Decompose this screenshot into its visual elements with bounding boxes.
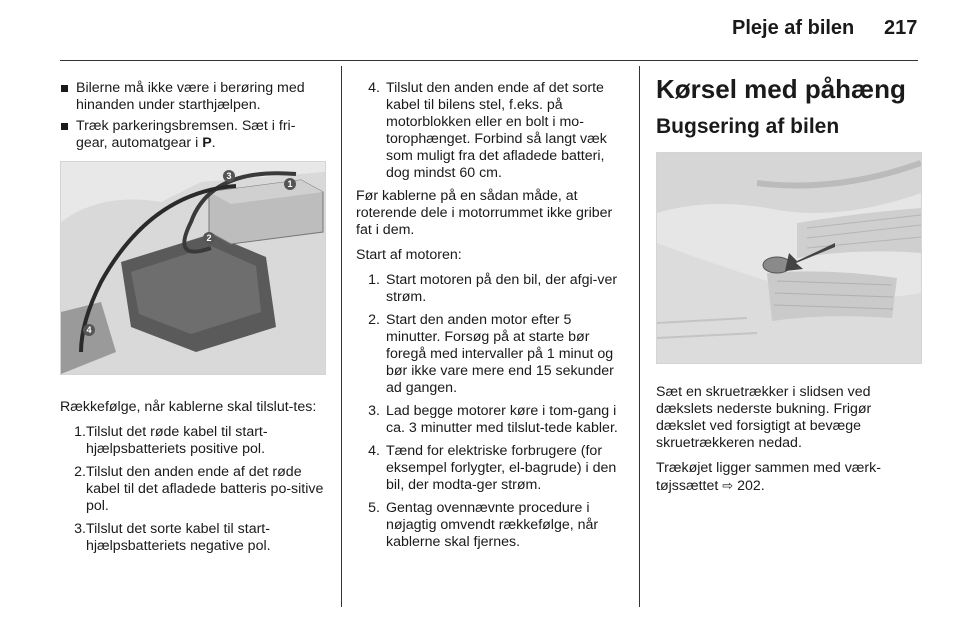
sequence-intro: Rækkefølge, når kablerne skal tilslut-tes: bbox=[60, 399, 317, 415]
tow-eye-cover-figure bbox=[656, 152, 922, 364]
paragraph: Trækøjet ligger sammen med værk-tøjssættet ⇨ 202. bbox=[656, 460, 881, 494]
page-number: 217 bbox=[884, 17, 918, 39]
list-item: 4. Tilslut den anden ende af det sorte kabel til bilens stel, f.eks. på motorblokken eller en bolt i mo-torophænget. Forbind så langt væk som muligt fra det afladede batteri, dog mindst 60 cm. bbox=[368, 80, 607, 181]
list-item: 2. Tilslut den anden ende af det røde kabel til det afladede batteris po-sitive pol. bbox=[74, 464, 324, 514]
list-item: 1. Tilslut det røde kabel til start-hjælpsbatteriets positive pol. bbox=[74, 424, 268, 457]
paragraph: Før kablerne på en sådan måde, at roterende dele i motorrummet ikke griber fat i dem. bbox=[356, 188, 613, 238]
callout-3: 3 bbox=[226, 171, 232, 181]
bullet-item: Bilerne må ikke være i berøring med hinanden under starthjælpen. bbox=[60, 80, 326, 114]
callout-2: 2 bbox=[206, 233, 212, 243]
column-1 bbox=[60, 80, 326, 561]
column-divider-left bbox=[341, 66, 342, 607]
paragraph: Start af motoren: bbox=[356, 247, 462, 263]
column-3 bbox=[656, 74, 920, 503]
gear-letter: P bbox=[202, 135, 212, 151]
column-divider-right bbox=[639, 66, 640, 607]
list-item: 3. Tilslut det sorte kabel til start-hjælpsbatteriets negative pol. bbox=[74, 521, 271, 554]
paragraph: Sæt en skruetrækker i slidsen ved dækslets nederste bukning. Frigør dækslet ved forsigtigt at bevæge skruetrækkeren nedad. bbox=[656, 384, 872, 451]
list-item: 4. Tænd for elektriske forbrugere (for eksempel forlygter, el-bagrude) i den bil, der modta-ger strøm. bbox=[368, 443, 617, 493]
callout-4: 4 bbox=[86, 325, 92, 335]
battery-jumpstart-figure bbox=[60, 161, 326, 375]
column-2 bbox=[356, 80, 628, 557]
subsection-heading: Bugsering af bilen bbox=[656, 115, 840, 138]
callout-1: 1 bbox=[287, 179, 293, 189]
list-item: 1. Start motoren på den bil, der afgi-ver strøm. bbox=[368, 272, 618, 305]
header-rule bbox=[60, 60, 918, 61]
page-header-title: Pleje af bilen bbox=[732, 17, 855, 39]
bullet-item: Træk parkeringsbremsen. Sæt i fri-gear, automatgear i P. bbox=[60, 118, 326, 152]
page-reference-icon: ⇨ bbox=[722, 478, 734, 493]
section-heading: Kørsel med påhæng bbox=[656, 74, 906, 104]
list-item: 2. Start den anden motor efter 5 minutter. Forsøg på at starte bør foregå med intervaller på 1 minut og bør ikke vare mere end 15 sekunder ad gangen. bbox=[368, 312, 614, 396]
page-reference: 202 bbox=[737, 478, 761, 494]
list-item: 5. Gentag ovennævnte procedure i nøjagtig omvendt rækkefølge, når kablerne skal fjernes. bbox=[368, 500, 599, 550]
list-item: 3. Lad begge motorer køre i tom-gang i ca. 3 minutter med tilslut-tede kabler. bbox=[368, 403, 618, 436]
